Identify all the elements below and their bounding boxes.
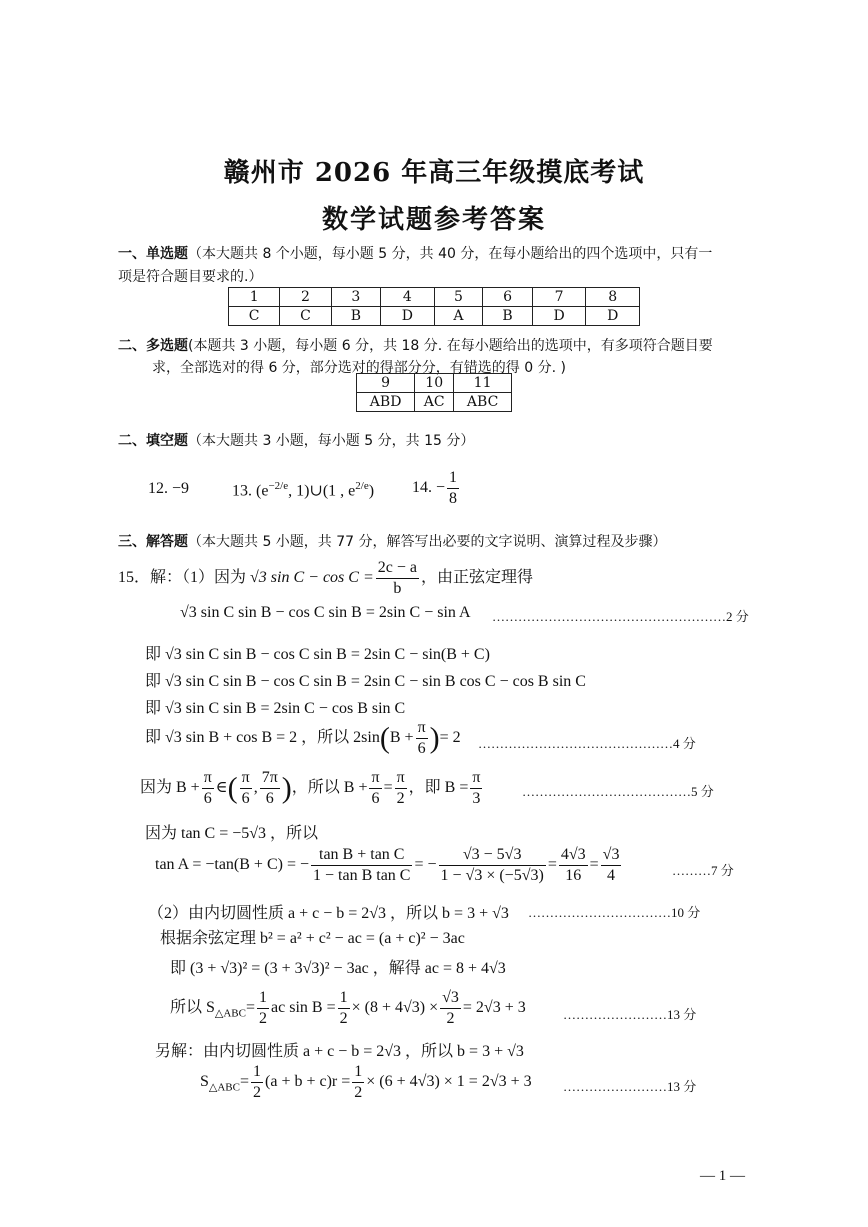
solution-line-4: 即 √3 sin C sin B − cos C sin B = 2sin C − sin B cos C − cos B sin C	[145, 673, 586, 690]
section-head: 一、单选题	[118, 246, 188, 262]
page-number: — 1 —	[700, 1168, 745, 1184]
answer-cell: ABD	[357, 393, 415, 412]
doc-subtitle: 数学试题参考答案	[321, 205, 546, 235]
score-dots: …………………………………5 分	[522, 784, 714, 799]
answer-cell: C	[229, 307, 280, 326]
solution-line-9: tan A = −tan(B + C) = − $\frac{\text{tan B + tan C}}{\text{1 − tan B tan C}}$ = − $\frac{√3 - 5√3}{1 - √3 \times (-5√3)}$ = $\frac{4√3}{16}$ = $\frac{√3}{4}$	[155, 846, 620, 884]
question-number-cell: 8	[586, 288, 640, 307]
answer-table-single	[228, 287, 640, 326]
answer-cell: D	[532, 307, 586, 326]
question-number-cell: 4	[381, 288, 435, 307]
solution-line-11: 根据余弦定理 b² = a² + c² − ac = (a + c)² − 3ac	[160, 930, 465, 947]
question-number-cell: 3	[331, 288, 380, 307]
solution-line-13: 所以 $S_{\triangle ABC}=$ $\frac{1}{2}$ ac sin B = $\frac{1}{2}$ × (8 + 4√3) × $\frac{√3}{2}$ = 2√3 + 3	[170, 989, 526, 1027]
answer-cell: D	[381, 307, 435, 326]
solution-line-6: 即 √3 sin B + cos B = 2 ，所以 2sin(B + $\frac{\pi}{6}$ )= 2	[145, 719, 461, 757]
section-head: 三、解答题	[118, 534, 188, 550]
section-single-choice	[118, 243, 712, 263]
answer-cell: B	[483, 307, 532, 326]
question-number-cell: 6	[483, 288, 532, 307]
score-dots: ………………………………………4 分	[478, 736, 696, 751]
question-number-cell: 7	[532, 288, 586, 307]
solution-line-7: 因为 B + $\frac{\pi}{6}$ ∈( $\frac{\pi}{6}$ , $\frac{7\pi}{6}$ )，所以 B + $\frac{\pi}{6}$ = $\frac{\pi}{2}$ ，即 B = $\frac{\pi}{3}$	[140, 769, 481, 807]
doc-title: 赣州市 2026 年高三年级摸底考试	[223, 158, 645, 188]
answer-cell: ABC	[454, 393, 512, 412]
score-dots: ……………………………10 分	[528, 905, 701, 920]
solution-line-3: 即 √3 sin C sin B − cos C sin B = 2sin C − sin(B + C)	[145, 646, 490, 663]
solution-line-8: 因为 tan C = −5√3 ，所以	[145, 825, 319, 842]
answer-12: 12. −9	[148, 480, 190, 497]
answer-cell: B	[331, 307, 380, 326]
question-number-cell: 10	[415, 374, 454, 393]
score-dots: ……………………13 分	[563, 1079, 697, 1094]
section-head: 二、多选题	[118, 338, 188, 354]
score-dots: ……………………13 分	[563, 1007, 697, 1022]
section-solution	[118, 531, 667, 551]
answer-14: 14. − $\frac{1}{8}$	[412, 469, 458, 507]
score-dots: ………7 分	[672, 863, 734, 878]
solution-line-12: 即 (3 + √3)² = (3 + 3√3)² − 3ac ，解得 ac = 8 + 4√3	[170, 960, 506, 977]
section-desc-cont: 求，全部选对的得 6 分，部分选对的得部分分，有错选的得 0 分. )	[152, 360, 566, 376]
answer-cell: D	[586, 307, 640, 326]
solution-line-5: 即 √3 sin C sin B = 2sin C − cos B sin C	[145, 700, 406, 717]
section-desc: （本大题共 8 个小题，每小题 5 分，共 40 分，在每小题给出的四个选项中，只有一	[188, 246, 713, 262]
section-multi-choice	[118, 335, 713, 355]
question-number-cell: 2	[280, 288, 331, 307]
answer-cell: C	[280, 307, 331, 326]
section-head: 二、填空题	[118, 433, 188, 449]
question-number-cell: 9	[357, 374, 415, 393]
answer-cell: A	[434, 307, 483, 326]
solution-line-1: 15．解：（1）因为 √3 sin C − cos C = $\frac{2c - a}{b}$ ，由正弦定理得	[118, 559, 533, 597]
section-desc-cont: 项是符合题目要求的.）	[118, 269, 263, 285]
solution-line-2: √3 sin C sin B − cos C sin B = 2sin C − sin A	[180, 604, 471, 621]
question-number-cell: 5	[434, 288, 483, 307]
answer-table-multi	[356, 373, 512, 412]
solution-line-14: 另解：由内切圆性质 a + c − b = 2√3 ，所以 b = 3 + √3	[155, 1043, 524, 1060]
score-dots: ………………………………………………2 分	[492, 609, 749, 624]
answer-13: 13. ($e^{-2/e}$, 1)∪(1 , $e^{2/e}$)	[232, 480, 375, 500]
solution-line-10: （2）由内切圆性质 a + c − b = 2√3 ，所以 b = 3 + √3	[148, 905, 509, 922]
question-number-cell: 1	[229, 288, 280, 307]
section-fill-blank	[118, 430, 474, 450]
solution-line-15: $S_{\triangle ABC}=$ $\frac{1}{2}$ (a + b + c)r = $\frac{1}{2}$ × (6 + 4√3) × 1 = 2√3 + 3	[200, 1063, 532, 1101]
answer-cell: AC	[415, 393, 454, 412]
section-desc: (本题共 3 小题，每小题 6 分，共 18 分. 在每小题给出的选项中，有多项符合题目要	[188, 338, 713, 354]
section-desc: （本大题共 5 小题，共 77 分，解答写出必要的文字说明、演算过程及步骤）	[188, 534, 667, 550]
section-desc: （本大题共 3 小题，每小题 5 分，共 15 分）	[188, 433, 475, 449]
question-number-cell: 11	[454, 374, 512, 393]
